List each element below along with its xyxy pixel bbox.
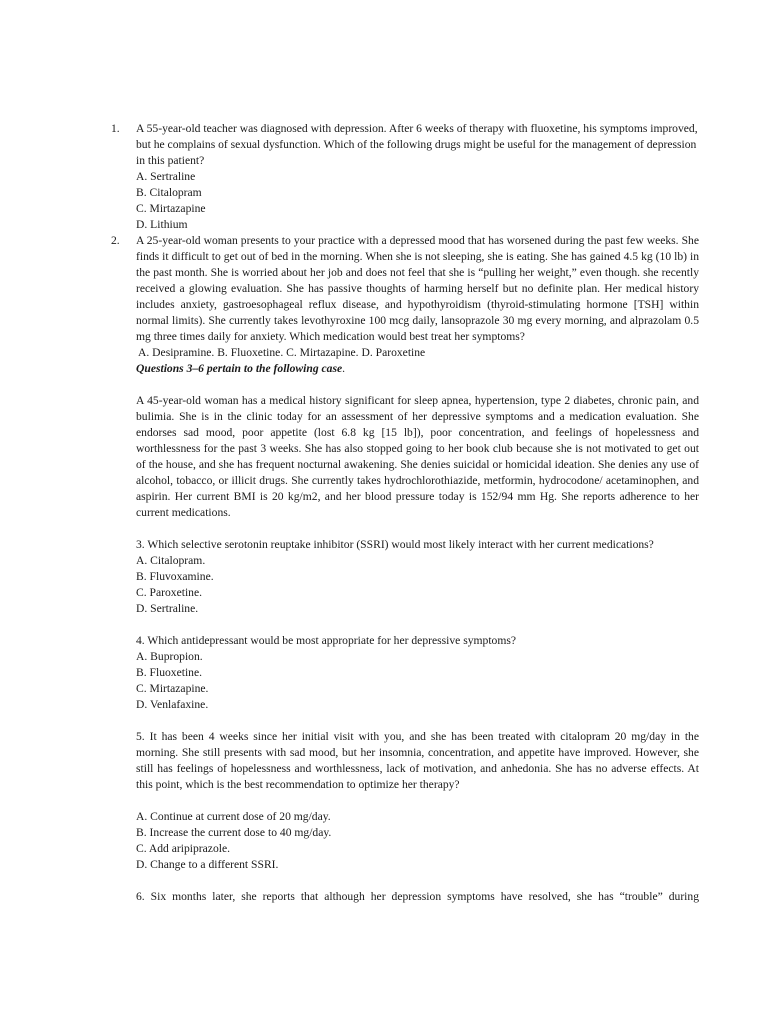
answer-option: C. Mirtazapine.	[136, 682, 209, 695]
question-stem: 4. Which antidepressant would be most appropriate for her depressive symptoms?	[136, 634, 517, 647]
question-4	[136, 633, 699, 713]
question-5	[136, 729, 699, 873]
case-heading: Questions 3–6 pertain to the following case.	[136, 362, 346, 375]
answer-option: B. Citalopram	[136, 186, 202, 199]
answer-option: A. Citalopram.	[136, 554, 206, 567]
answer-option: B. Fluoxetine.	[136, 666, 203, 679]
answer-option: A. Bupropion.	[136, 650, 203, 663]
answer-option: D. Sertraline.	[136, 602, 199, 615]
question-stem: 3. Which selective serotonin reuptake inhibitor (SSRI) would most likely interact with her current medications?	[136, 538, 654, 551]
question-2	[111, 233, 699, 361]
question-6	[136, 889, 699, 905]
question-3	[136, 537, 699, 617]
question-1	[111, 121, 699, 233]
document-content	[111, 121, 699, 905]
question-stem: 6. Six months later, she reports that although her depression symptoms have resolved, she has “trouble” during	[136, 890, 699, 903]
answer-option: D. Venlafaxine.	[136, 698, 209, 711]
answer-option: B. Increase the current dose to 40 mg/day.	[136, 826, 332, 839]
answer-option: C. Mirtazapine	[136, 202, 206, 215]
question-stem: 5. It has been 4 weeks since her initial visit with you, and she has been treated with citalopram 20 mg/day in the morning. She still presents with sad mood, but her insomnia, concentration, and appetite have improved. However, she still has feelings of hopelessness and worthlessness, lack of motivation, and anhedonia. She has no adverse effects. At this point, which is the best recommendation to optimize her therapy?	[136, 730, 699, 791]
question-stem: A 55-year-old teacher was diagnosed with depression. After 6 weeks of therapy with fluoxetine, his symptoms improved, but he complains of sexual dysfunction. Which of the following drugs might be useful for the management of depression in this patient?	[136, 122, 698, 167]
answer-option: A. Sertraline	[136, 170, 196, 183]
answer-option: D. Lithium	[136, 218, 188, 231]
question-stem: A 25-year-old woman presents to your practice with a depressed mood that has worsened during the past few weeks. She finds it difficult to get out of bed in the morning. When she is not sleeping, she is eating. She has gained 4.5 kg (10 lb) in the past month. She is worried about her job and does not feel that she is “pulling her weight,” even though. she recently received a glowing evaluation. She has passive thoughts of harming herself but no definite plan. Her medical history includes anxiety, gastroesophageal reflux disease, and hypothyroidism (thyroid-stimulating hormone [TSH] within normal limits). She currently takes levothyroxine 100 mcg daily, lansoprazole 30 mg every morning, and alprazolam 0.5 mg three times daily for anxiety. Which medication would best treat her symptoms?	[136, 234, 699, 343]
answer-option: C. Add aripiprazole.	[136, 842, 231, 855]
question-number: 1.	[111, 122, 120, 135]
answer-options-line: A. Desipramine. B. Fluoxetine. C. Mirtazapine. D. Paroxetine	[138, 346, 426, 359]
answer-option: D. Change to a different SSRI.	[136, 858, 279, 871]
case-text: A 45-year-old woman has a medical history significant for sleep apnea, hypertension, type 2 diabetes, chronic pain, and bulimia. She is in the clinic today for an assessment of her depressive symptoms and a medication evaluation. She endorses sad mood, poor appetite (lost 6.8 kg [15 lb]), poor concentration, and feelings of hopelessness and worthlessness for the past 3 weeks. She has also stopped going to her book club because she is not motivated to get out of the house, and she has frequent nocturnal awakening. She denies suicidal or homicidal ideation. She denies any use of alcohol, tobacco, or illicit drugs. She currently takes hydrochlorothiazide, metformin, hydrocodone/ acetaminophen, and aspirin. Her current BMI is 20 kg/m2, and her blood pressure today is 152/94 mm Hg. She reports adherence to her current medications.	[136, 394, 699, 519]
question-number: 2.	[111, 234, 120, 247]
answer-option: A. Continue at current dose of 20 mg/day.	[136, 810, 331, 823]
answer-option: C. Paroxetine.	[136, 586, 203, 599]
answer-option: B. Fluvoxamine.	[136, 570, 214, 583]
